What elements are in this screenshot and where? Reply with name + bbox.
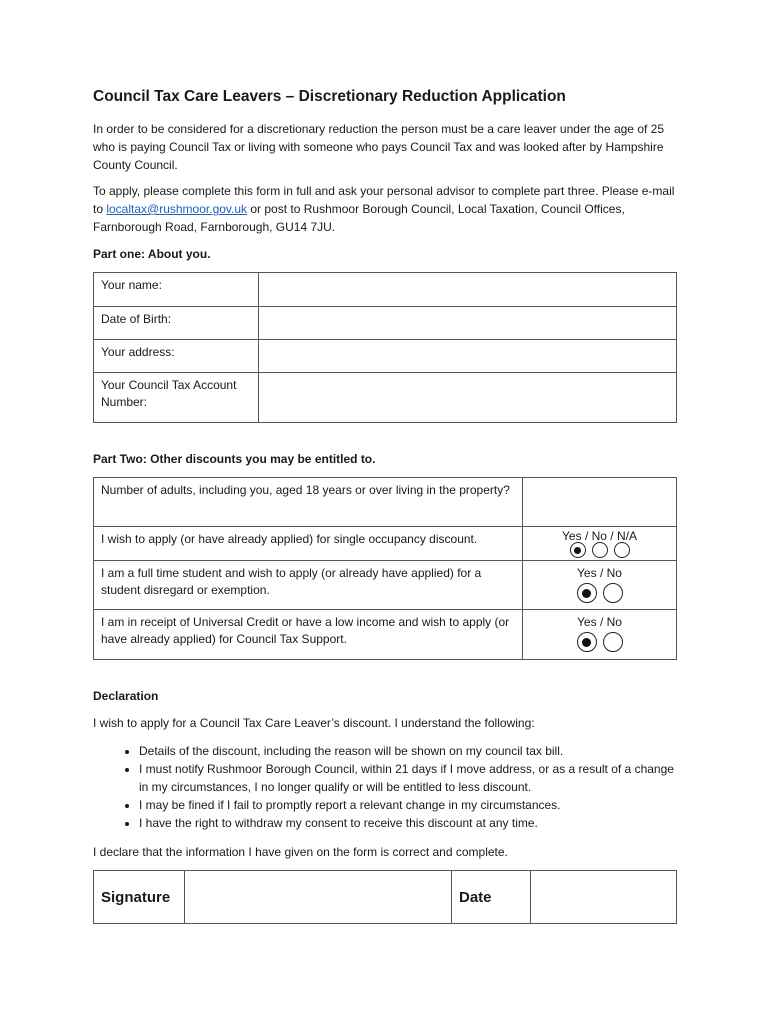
intro-paragraph: In order to be considered for a discretionary reduction the person must be a care leaver under the age of 25 who is paying Council Tax or living with someone who pays Council Tax and was looked after by Hampshire County Council. <box>93 122 665 172</box>
student-label: I am a full time student and wish to apply (or already have applied) for a student disregard or exemption. <box>94 561 523 610</box>
apply-paragraph <box>93 182 678 236</box>
address-label: Your address: <box>94 340 259 373</box>
student-options: Yes / No <box>577 566 622 580</box>
email-link[interactable]: localtax@rushmoor.gov.uk <box>106 202 248 216</box>
name-field[interactable] <box>259 273 677 307</box>
dob-field[interactable] <box>259 307 677 340</box>
declaration-intro: I wish to apply for a Council Tax Care Leaver’s discount. I understand the following: <box>93 716 535 730</box>
council-tax-support-yes-radio[interactable] <box>577 632 597 652</box>
single-occupancy-no-radio[interactable] <box>592 542 608 558</box>
part-one-table <box>93 272 677 423</box>
declaration-list <box>93 742 683 832</box>
student-no-radio[interactable] <box>603 583 623 603</box>
declaration-statement: I declare that the information I have given on the form is correct and complete. <box>93 845 508 859</box>
declaration-heading: Declaration <box>93 689 159 703</box>
signature-table <box>93 870 677 924</box>
apply-text-pre: To apply, please complete this form in full and ask your personal advisor to complete part three. Please e-mail to <box>93 184 675 216</box>
council-tax-support-options: Yes / No <box>577 615 622 629</box>
single-occupancy-na-radio[interactable] <box>614 542 630 558</box>
single-occupancy-options: Yes / No / N/A <box>562 529 637 543</box>
address-field[interactable] <box>259 340 677 373</box>
list-item: • I must notify Rushmoor Borough Council, within 21 days if I move address, or as a result of a change in my circumstances, I no longer qualify or will be entitled to less discount. <box>139 760 683 796</box>
part-one-heading: Part one: About you. <box>93 247 211 261</box>
signature-label: Signature <box>94 871 185 924</box>
adults-label: Number of adults, including you, aged 18 years or over living in the property? <box>94 478 523 527</box>
list-item: • Details of the discount, including the reason will be shown on my council tax bill. <box>139 742 683 760</box>
date-label: Date <box>452 871 531 924</box>
student-yes-radio[interactable] <box>577 583 597 603</box>
date-field[interactable] <box>531 871 677 924</box>
signature-field[interactable] <box>185 871 452 924</box>
account-number-label: Your Council Tax Account Number: <box>94 373 259 423</box>
page-title: Council Tax Care Leavers – Discretionary Reduction Application <box>93 88 566 105</box>
single-occupancy-label: I wish to apply (or have already applied) for single occupancy discount. <box>94 527 523 561</box>
single-occupancy-yes-radio[interactable] <box>570 542 586 558</box>
council-tax-support-label: I am in receipt of Universal Credit or have a low income and wish to apply (or have already applied) for Council Tax Support. <box>94 610 523 660</box>
list-item: • I have the right to withdraw my consent to receive this discount at any time. <box>139 814 683 832</box>
apply-text-post: or post to Rushmoor Borough Council, Local Taxation, Council Offices, Farnborough Road, Farnborough, GU14 7JU. <box>93 202 625 234</box>
list-item: • I may be fined if I fail to promptly report a relevant change in my circumstances. <box>139 796 683 814</box>
council-tax-support-no-radio[interactable] <box>603 632 623 652</box>
dob-label: Date of Birth: <box>94 307 259 340</box>
adults-field[interactable] <box>523 478 677 527</box>
part-two-table <box>93 477 677 660</box>
part-two-heading: Part Two: Other discounts you may be entitled to. <box>93 452 376 466</box>
account-number-field[interactable] <box>259 373 677 423</box>
name-label: Your name: <box>94 273 259 307</box>
